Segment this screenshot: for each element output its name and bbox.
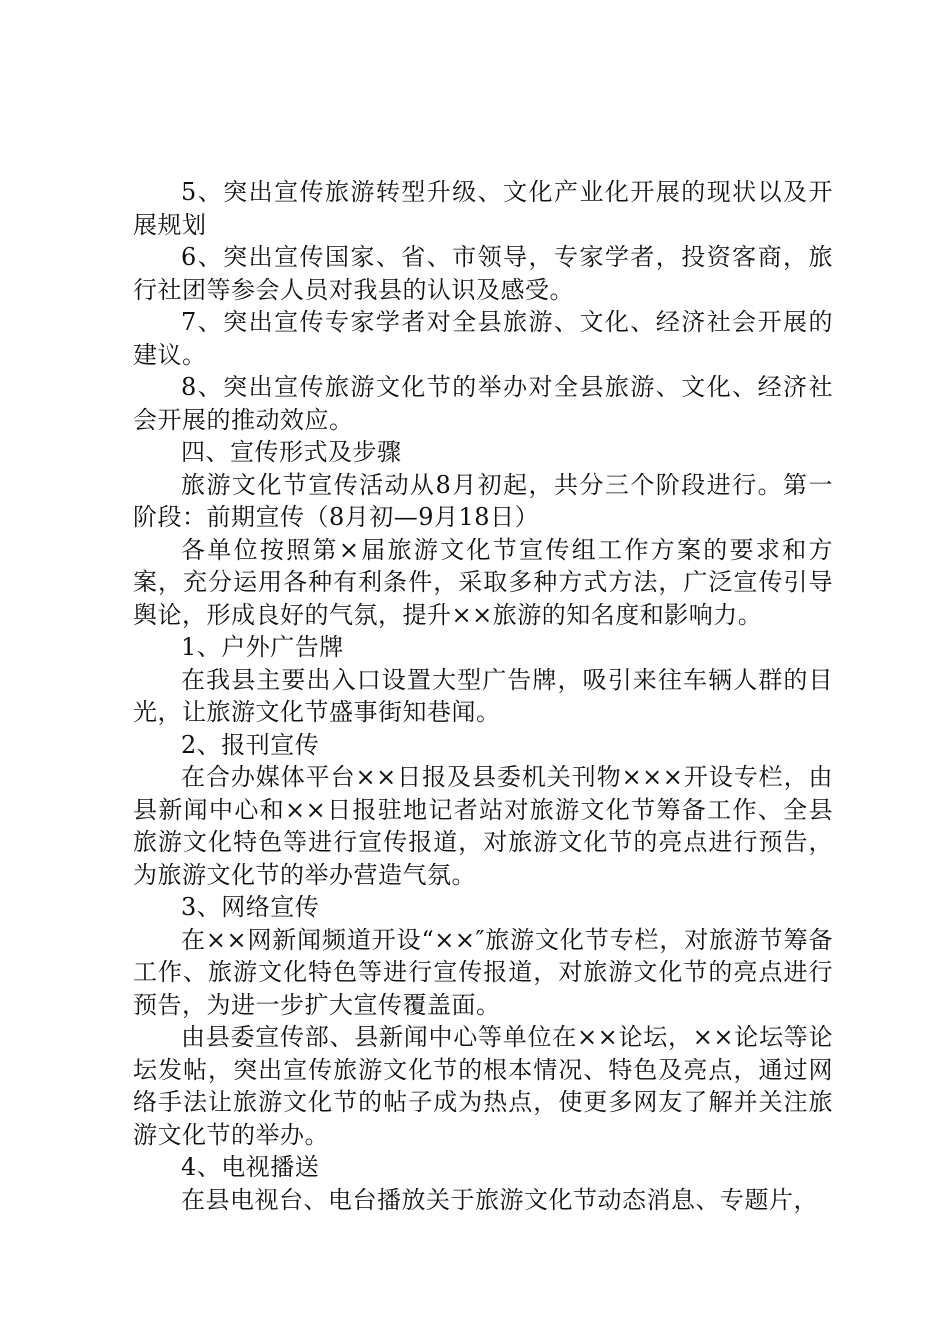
paragraph-item-8: 8、突出宣传旅游文化节的举办对全县旅游、文化、经济社会开展的推动效应。 <box>133 373 833 434</box>
paragraph-outdoor-billboard: 在我县主要出入口设置大型广告牌，吸引来往车辆人群的目光，让旅游文化节盛事街知巷闻。 <box>133 665 833 726</box>
paragraph-online-2: 由县委宣传部、县新闻中心等单位在××论坛，××论坛等论坛发帖，突出宣传旅游文化节的根本情况、特色及亮点，通过网络手法让旅游文化节的帖子成为热点，使更多网友了解并关注旅游文化节的举办。 <box>133 1023 833 1149</box>
subheading-tv: 4、电视播送 <box>181 1153 320 1181</box>
paragraph-stage-one: 各单位按照第×届旅游文化节宣传组工作方案的要求和方案，充分运用各种有利条件，采取多种方式方法，广泛宣传引导舆论，形成良好的气氛，提升××旅游的知名度和影响力。 <box>133 535 833 629</box>
paragraph-item-7: 7、突出宣传专家学者对全县旅游、文化、经济社会开展的建议。 <box>133 308 833 369</box>
paragraph-newspaper: 在合办媒体平台××日报及县委机关刊物×××开设专栏，由县新闻中心和××日报驻地记者站对旅游文化节筹备工作、全县旅游文化特色等进行宣传报道，对旅游文化节的亮点进行预告，为旅游文化节的举办营造气氛。 <box>133 763 833 889</box>
section-heading-4: 四、宣传形式及步骤 <box>181 438 402 466</box>
subheading-newspaper: 2、报刊宣传 <box>181 730 320 759</box>
document-body <box>133 176 833 1216</box>
subheading-online: 3、网络宣传 <box>181 893 320 921</box>
paragraph-online-1: 在××网新闻频道开设“××″旅游文化节专栏，对旅游节筹备工作、旅游文化特色等进行宣传报道，对旅游文化节的亮点进行预告，为进一步扩大宣传覆盖面。 <box>133 925 833 1019</box>
paragraph-item-6: 6、突出宣传国家、省、市领导，专家学者，投资客商，旅行社团等参会人员对我县的认识及感受。 <box>133 243 833 304</box>
paragraph-tv: 在县电视台、电台播放关于旅游文化节动态消息、专题片， <box>181 1185 818 1214</box>
paragraph-item-5: 5、突出宣传旅游转型升级、文化产业化开展的现状以及开展规划 <box>133 178 833 239</box>
paragraph-intro: 旅游文化节宣传活动从8月初起，共分三个阶段进行。第一阶段：前期宣传（8月初—9月18日） <box>133 470 833 531</box>
subheading-outdoor-billboard: 1、户外广告牌 <box>181 633 344 661</box>
